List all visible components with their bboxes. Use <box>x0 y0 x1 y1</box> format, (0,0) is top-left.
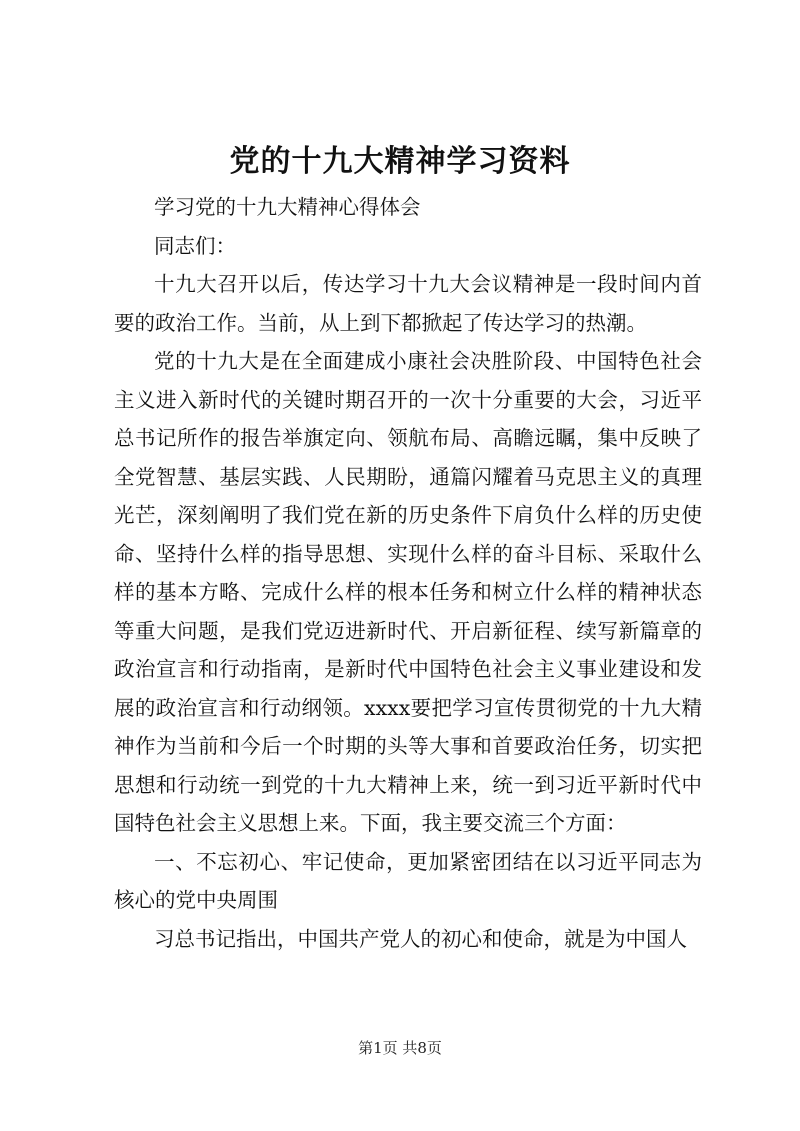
document-title: 党的十九大精神学习资料 <box>229 144 571 179</box>
section-heading: 一、不忘初心、牢记使命，更加紧密团结在以习近平同志为核心的党中央周围 <box>114 849 702 912</box>
document-body <box>114 188 702 958</box>
body-paragraph: 十九大召开以后，传达学习十九大会议精神是一段时间内首要的政治工作。当前，从上到下都掀起了传达学习的热潮。 <box>114 272 702 335</box>
body-paragraph: 习总书记指出，中国共产党人的初心和使命，就是为中国人 <box>154 926 687 951</box>
body-paragraph: 党的十九大是在全面建成小康社会决胜阶段、中国特色社会主义进入新时代的关键时期召开的一次十分重要的大会，习近平总书记所作的报告举旗定向、领航布局、高瞻远瞩，集中反映了全党智慧、基层实践、人民期盼，通篇闪耀着马克思主义的真理光芒，深刻阐明了我们党在新的历史条件下肩负什么样的历史使命、坚持什么样的指导思想、实现什么样的奋斗目标、采取什么样的基本方略、完成什么样的根本任务和树立什么样的精神状态等重大问题，是我们党迈进新时代、开启新征程、续写新篇章的政治宣言和行动指南，是新时代中国特色社会主义事业建设和发展的政治宣言和行动纲领。xxxx要把学习宣传贯彻党的十九大精神作为当前和今后一个时期的头等大事和首要政治任务，切实把思想和行动统一到党的十九大精神上来，统一到习近平新时代中国特色社会主义思想上来。下面，我主要交流三个方面： <box>114 349 702 835</box>
salutation-paragraph: 同志们： <box>154 233 236 258</box>
subtitle-paragraph: 学习党的十九大精神心得体会 <box>154 195 421 219</box>
page-number: 第1页 共8页 <box>358 1039 442 1057</box>
